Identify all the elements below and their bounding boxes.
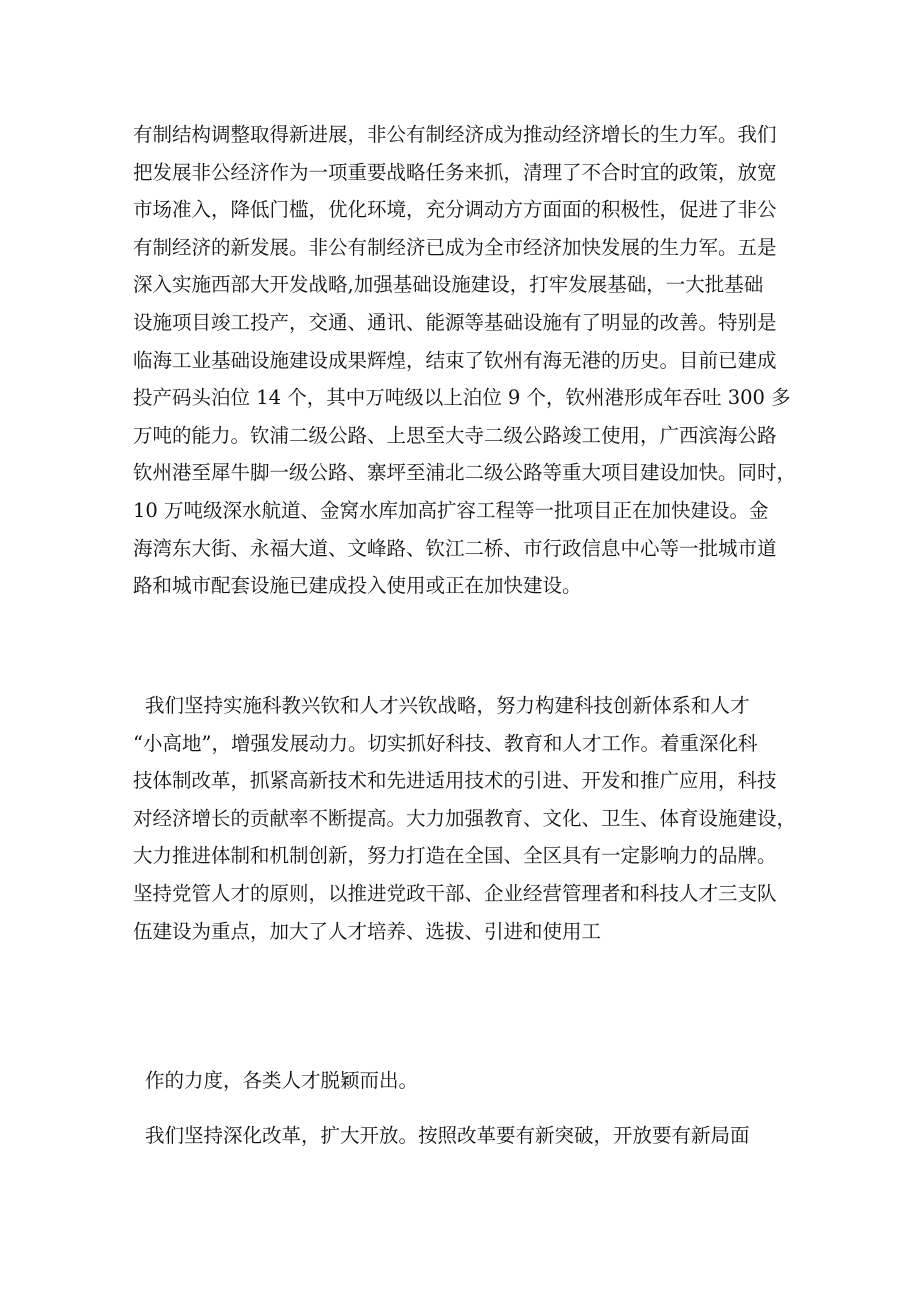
text-line: 作的力度，各类人才脱颖而出。 (145, 1069, 419, 1092)
text-line: 把发展非公经济作为一项重要战略任务来抓，清理了不合时宜的政策，放宽 (133, 160, 777, 184)
text-line: 设施项目竣工投产，交通、通讯、能源等基础设施有了明显的改善。特别是 (133, 310, 777, 334)
text-line: 万吨的能力。钦浦二级公路、上思至大寺二级公路竣工使用，广西滨海公路 (133, 423, 777, 447)
paragraph-talent-continued (133, 1062, 793, 1100)
text-line: 大力推进体制和机制创新，努力打造在全国、全区具有一定影响力的品牌。 (133, 844, 777, 868)
text-line: 伍建设为重点，加大了人才培养、选拔、引进和使用工 (133, 919, 602, 943)
paragraph-talent-strategy (133, 687, 797, 950)
text-line: 路和城市配套设施已建成投入使用或正在加快建设。 (133, 574, 582, 598)
text-line: 深入实施西部大开发战略,加强基础设施建设，打牢发展基础，一大批基础 (133, 273, 764, 297)
text-line: 海湾东大街、永福大道、文峰路、钦江二桥、市行政信息中心等一批城市道 (133, 536, 777, 560)
paragraph-reform (133, 1117, 793, 1155)
text-line: 我们坚持实施科教兴钦和人才兴钦战略，努力构建科技创新体系和人才 (145, 694, 750, 717)
text-line: 有制结构调整取得新进展，非公有制经济成为推动经济增长的生力军。我们 (133, 123, 777, 146)
text-line: 坚持党管人才的原则，以推进党政干部、企业经营管理者和科技人才三支队 (133, 881, 777, 905)
text-line: 钦州港至犀牛脚一级公路、寨坪至浦北二级公路等重大项目建设加快。同时， (133, 461, 797, 485)
text-line: 技体制改革，抓紧高新技术和先进适用技术的引进、开发和推广应用，科技 (133, 769, 777, 793)
text-line: 10 万吨级深水航道、金窝水库加高扩容工程等一批项目正在加快建设。金 (133, 498, 769, 522)
text-line: 临海工业基础设施建设成果辉煌，结束了钦州有海无港的历史。目前已建成 (133, 348, 777, 372)
text-line: 有制经济的新发展。非公有制经济已成为全市经济加快发展的生力军。五是 (133, 235, 777, 259)
text-line: 我们坚持深化改革，扩大开放。按照改革要有新突破，开放要有新局面 (145, 1124, 750, 1147)
text-line: 对经济增长的贡献率不断提高。大力加强教育、文化、卫生、体育设施建设， (133, 806, 797, 830)
text-line: “小高地”，增强发展动力。切实抓好科技、教育和人才工作。着重深化科 (133, 731, 758, 755)
paragraph-infrastructure (133, 116, 797, 605)
text-line: 投产码头泊位 14 个，其中万吨级以上泊位 9 个，钦州港形成年吞吐 300 多 (133, 386, 791, 410)
text-line: 市场准入，降低门槛，优化环境，充分调动方方面面的积极性，促进了非公 (133, 198, 777, 222)
